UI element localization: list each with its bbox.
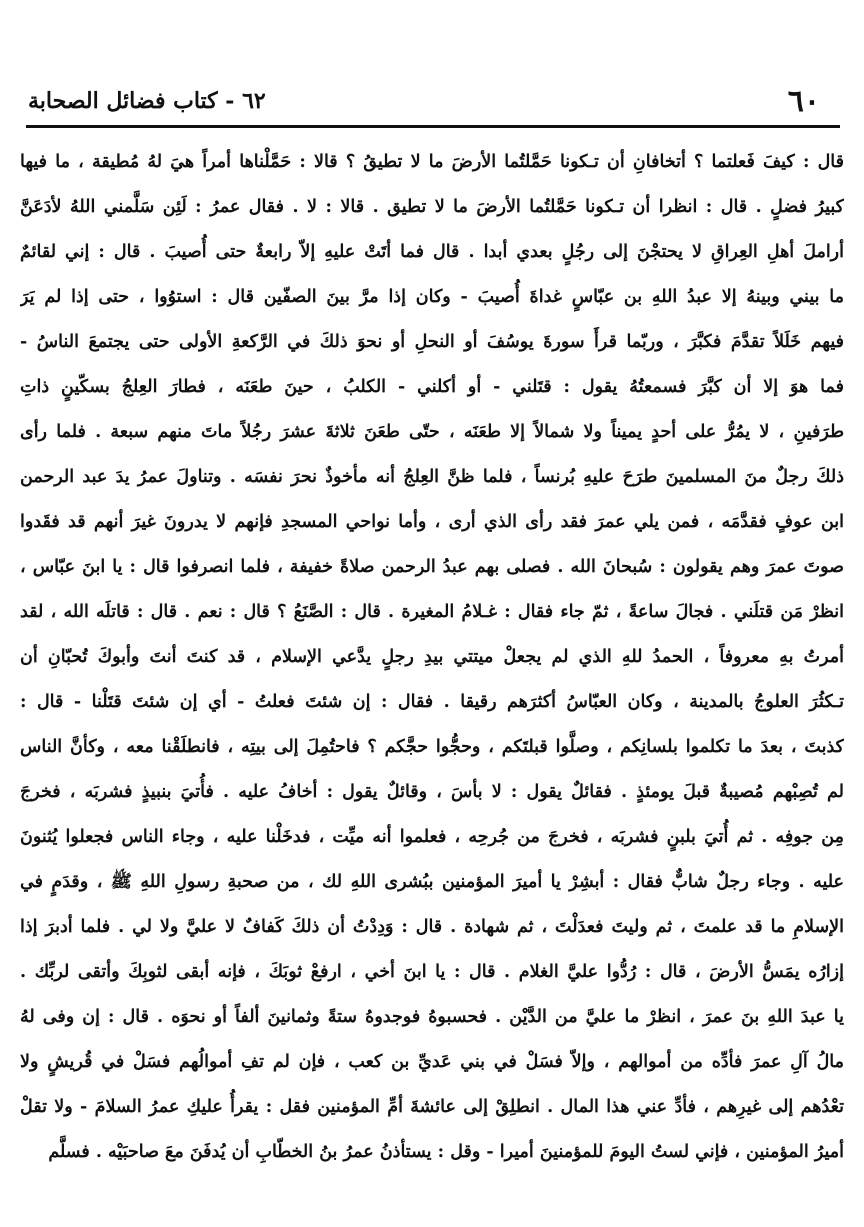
text-line: ابن عوفٍ فقدَّمَه ، فمن يلي عمرَ فقد رأى الذي أرى ، وأما نواحي المسجدِ فإنهم لا يدرونَ غيرَ أنهم قد فقَدوا	[20, 512, 844, 532]
text-line: تـكثُرَ العلوجُ بالمدينة ، وكان العبّاسُ أكثرَهم رقيقا . فقال : إن شئتَ فعلتُ - أي إن شئتَ قتَلْنا - قال :	[20, 692, 844, 712]
text-line: صوتَ عمرَ وهم يقولون : سُبحانَ الله . فصلى بهم عبدُ الرحمن صلاةً خفيفة ، فلما انصرفوا قال : يا ابنَ عبّاس ،	[20, 557, 844, 577]
text-line: أراملَ أهلِ العِراقِ لا يحتجْنَ إلى رجُلٍ بعدي أبدا . قال فما أتَتْ عليهِ إلاّ رابعةٌ حتى أُصيبَ . قال : إني لقائمٌ	[20, 242, 844, 262]
text-line: ما بيني وبينهُ إلا عبدُ اللهِ بن عبّاسٍ غداةَ أُصيبَ - وكان إذا مرَّ بينَ الصفّين قال : استوُوا ، حتى إذا لم يَرَ	[20, 287, 844, 307]
text-line: طرَفينِ ، لا يمُرُّ على أحدٍ يميناً ولا شمالاً إلا طعَنَه ، حتّى طعَنَ ثلاثةَ عشرَ رجُلاً ماتَ منهم سبعة . فلما رأى	[20, 422, 844, 442]
text-line: أميرُ المؤمنين ، فإني لستُ اليومَ للمؤمنينَ أميرا - وقل : يستأذنُ عمرُ بنُ الخطّابِ أن يُدفَنَ معَ صاحبَيْه . فسلَّم	[48, 1142, 844, 1162]
text-line: لم تُصِبْهم مُصيبةٌ قبلَ يومئذٍ . فقائلٌ يقول : لا بأسَ ، وقائلٌ يقول : أخافُ عليه . فأُتيَ بنبيذٍ فشربَه ، فخرجَ	[20, 782, 844, 802]
text-line: فما هوَ إلا أن كبَّرَ فسمعتُهُ يقول : قتَلني - أو أكلني - الكلبُ ، حينَ طعَنَه ، فطارَ العِلجُ بسكّينٍ ذاتِ	[20, 377, 844, 397]
text-line: ذلكَ رجلٌ منَ المسلمينَ طرَحَ عليهِ بُرنساً ، فلما ظنَّ العِلجُ أنه مأخوذٌ نحرَ نفسَه . وتناولَ عمرُ يدَ عبد الرحمن	[20, 467, 844, 487]
text-line: مالُ آلِ عمرَ فأدِّه من أموالهم ، وإلاّ فسَلْ في بني عَديِّ بن كعب ، فإن لم تفِ أموالُهم فسَلْ في قُريشٍ ولا	[20, 1052, 844, 1072]
text-line: قال : كيفَ فَعلتما ؟ أتخافانِ أن تـكونا حَمَّلتُما الأرضَ ما لا تطيقُ ؟ قالا : حَمَّلْناها أمراً هيَ لهُ مُطيقة ، ما فيها	[20, 152, 844, 172]
page-header	[28, 84, 834, 124]
text-line: انظرْ مَن قتلَني . فجالَ ساعةً ، ثمّ جاء فقال : غـلامُ المغيرة . قال : الصَّنَعُ ؟ قال : نعم . قال : قاتلَه الله ، لقد	[20, 602, 844, 622]
header-rule	[26, 125, 840, 128]
text-line: مِن جوفِه . ثم أُتيَ بلبنٍ فشربَه ، فخرجَ من جُرحِه ، فعلموا أنه ميِّت ، فدخَلْنا عليه ، وجاء الناس فجعلوا يُثنونَ	[20, 827, 844, 847]
running-title: ٦٢ - كتاب فضائل الصحابة	[28, 88, 266, 114]
body-text	[20, 140, 844, 1175]
text-line: فيهم خَلَلاً تقدَّمَ فكبَّرَ ، وربّما قرأَ سورةَ يوسُفَ أو النحلِ أو نحوَ ذلكَ في الرَّكعةِ الأولى حتى يجتمعَ الناسُ -	[20, 332, 844, 352]
page-number: ٦٠	[787, 84, 820, 119]
text-line: الإسلامِ ما قد علمتَ ، ثم وليتَ فعدَلْتَ ، ثم شهادة . قال : وَدِدْتُ أن ذلكَ كَفافٌ لا عليَّ ولا لي . فلما أدبرَ إذا	[20, 917, 844, 937]
text-line: إزارُه يمَسُّ الأرضَ ، قال : رُدُّوا عليَّ الغلام . قال : يا ابنَ أخي ، ارفعْ ثوبَكَ ، فإنه أبقى لثوبِكَ وأتقى لربِّك .	[20, 962, 844, 982]
text-line: كذبتَ ، بعدَ ما تكلموا بلسانِكم ، وصلَّوا قبلتَكم ، وحجُّوا حجَّكم ؟ فاحتُمِلَ إلى بيتِه ، فانطلَقْنا معه ، وكأنَّ الناس	[20, 737, 844, 757]
text-line: أمرتُ بهِ معروفاً ، الحمدُ للهِ الذي لم يجعلْ ميتتي بيدِ رجلٍ يدَّعي الإسلام ، قد كنتَ أنتَ وأبوكَ تُحبّانِ أن	[20, 647, 844, 667]
text-line: يا عبدَ اللهِ بنَ عمرَ ، انظرْ ما عليَّ من الدَّيْن . فحسبوهُ فوجدوهُ ستةً وثمانينَ ألفاً أو نحوَه . قال : إن وفى لهُ	[20, 1007, 844, 1027]
text-line: عليه . وجاء رجلٌ شابٌّ فقال : أبشِرْ يا أميرَ المؤمنين ببُشرى اللهِ لك ، من صحبةِ رسولِ اللهِ ﷺ ، وقدَمٍ في	[20, 872, 844, 892]
text-line: تعْدُهم إلى غيرِهم ، فأدِّ عني هذا المال . انطلِقْ إلى عائشةَ أمِّ المؤمنين فقل : يقرأُ عليكِ عمرُ السلامَ - ولا تقلْ	[20, 1097, 844, 1117]
text-line: كبيرُ فضلٍ . قال : انظرا أن تـكونا حَمَّلتُما الأرضَ ما لا تطيق . قالا : لا . فقال عمرُ : لَئِن سَلَّمني اللهُ لأدَعَنَّ	[20, 197, 844, 217]
